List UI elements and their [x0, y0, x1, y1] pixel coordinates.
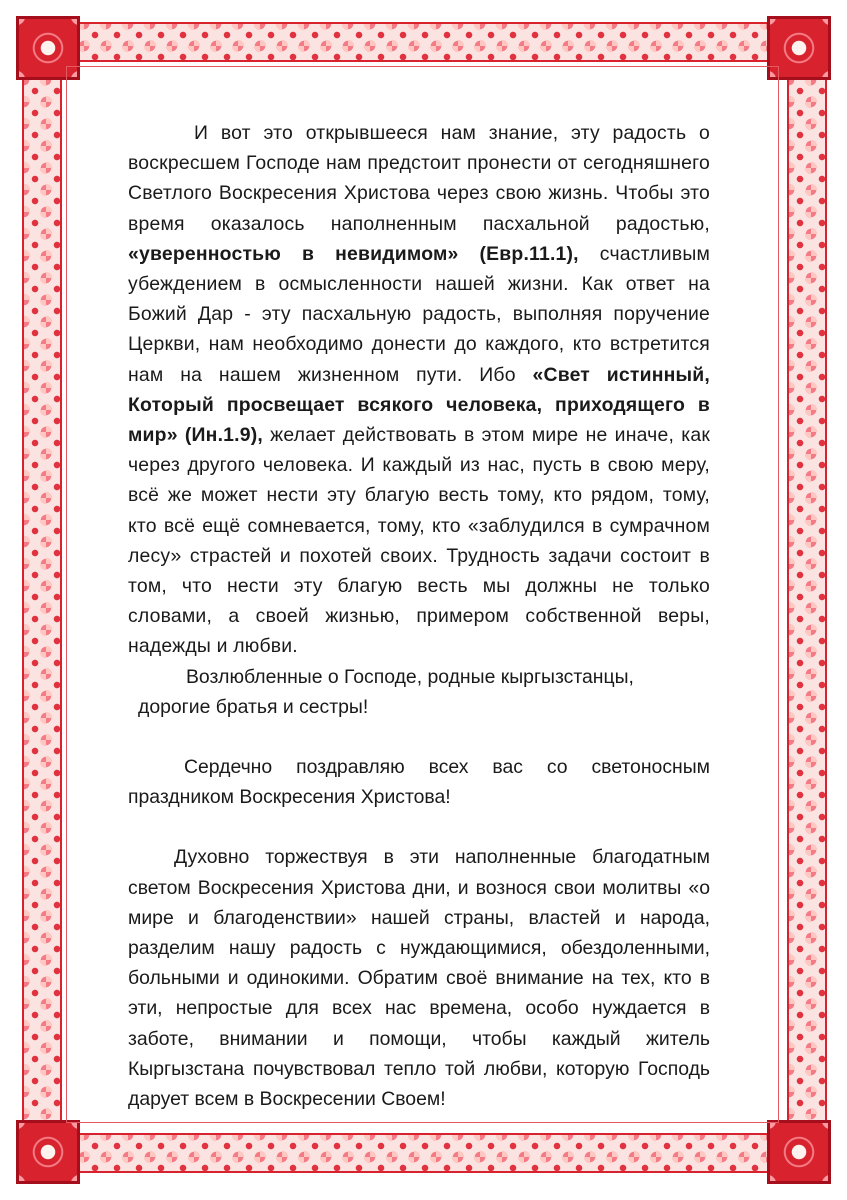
- corner-ornament-bottom-right: [767, 1120, 831, 1184]
- spacer: [128, 722, 710, 752]
- corner-ornament-bottom-left: [16, 1120, 80, 1184]
- paragraph-main: [128, 118, 710, 662]
- frame-border-left: [22, 58, 62, 1133]
- salutation-line-1: Возлюбленные о Господе, родные кыргызстанцы,: [186, 665, 634, 688]
- spacer: [128, 812, 710, 842]
- paragraph-main-text-3: желает действовать в этом мире не иначе, как через другого человека. И каждый из нас, пусть в свою меру, всё же может нести эту благую весть тому, кто рядом, тому, кто всё ещё сомневается, тому, кто «заблудился в сумрачном лесу» страстей и похотей своих. Трудность задачи состоит в том, что нести эту благую весть мы должны не только словами, а своей жизнью, примером собственной веры, надежды и любви.: [128, 424, 711, 658]
- paragraph-greeting: Сердечно поздравляю всех вас со светоносным праздником Воскресения Христова!: [128, 756, 710, 809]
- letter-body: [128, 118, 710, 1114]
- frame-border-top: [40, 22, 807, 62]
- scripture-quote-john: «Свет истинный, Который просвещает всякого человека, приходящего в мир» (Ин.1.9),: [128, 363, 711, 447]
- frame-border-bottom: [40, 1133, 807, 1173]
- paragraph-main-text-1: И вот это открывшееся нам знание, эту радость о воскресшем Господе нам предстоит пронести от сегодняшнего Светлого Воскресения Христова через свою жизнь. Чтобы это время оказалось наполненным пасхальной радостью,: [128, 122, 710, 235]
- scripture-quote-hebrews: «уверенностью в невидимом» (Евр.11.1),: [128, 242, 579, 265]
- paragraph-closing: Духовно торжествуя в эти наполненные благодатным светом Воскресения Христова дни, и вознося свои молитвы «о мире и благоденствии» нашей страны, властей и народа, разделим нашу радость с нуждающимися, обездоленными, больными и одинокими. Обратим своё внимание на тех, кто в эти, непростые для всех нас времена, особо нуждается в заботе, внимании и помощи, чтобы каждый житель Кыргызстана почувствовал тепло той любви, которую Господь дарует всем в Воскресении Своем!: [128, 846, 710, 1111]
- paragraph-main-text-2: счастливым убеждением в осмысленности нашей жизни. Как ответ на Божий Дар - эту пасхальную радость, выполняя поручение Церкви, нам необходимо донести до каждого, кто встретится нам на нашем жизненном пути. Ибо: [128, 242, 710, 386]
- frame-border-right: [787, 58, 827, 1133]
- salutation-line-2: дорогие братья и сестры!: [138, 695, 369, 718]
